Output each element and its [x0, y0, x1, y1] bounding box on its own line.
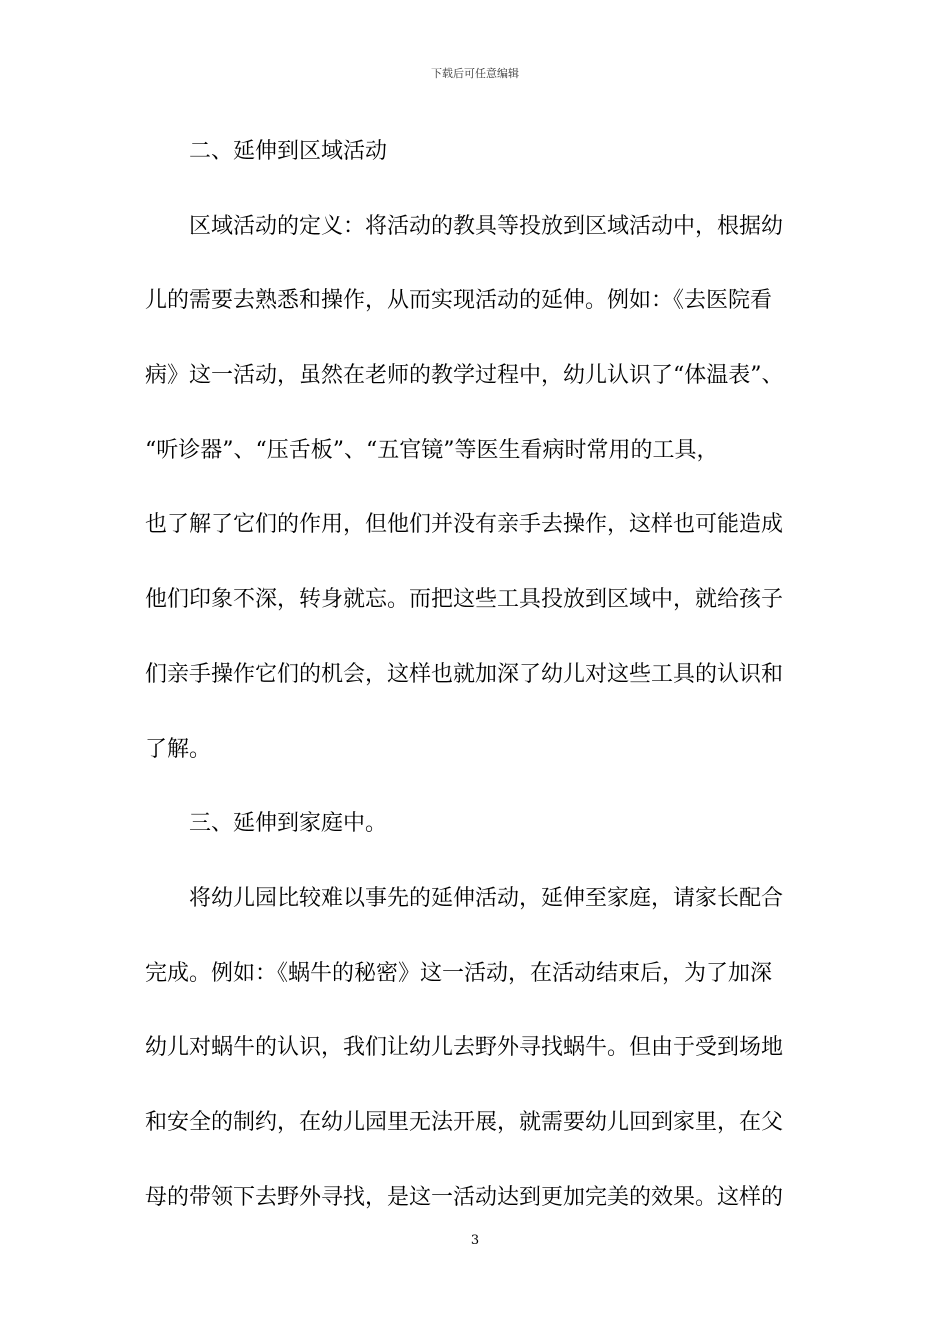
document-body: [145, 130, 835, 1250]
page-header: 下载后可任意编辑: [431, 67, 519, 80]
paragraph-line: 了解。: [145, 736, 212, 762]
paragraph-line: 母的带领下去野外寻找，是这一活动达到更加完美的效果。这样的: [145, 1184, 784, 1210]
page-number: 3: [470, 1233, 480, 1248]
paragraph-line: 他们印象不深，转身就忘。而把这些工具投放到区域中，就给孩子: [145, 587, 784, 613]
section-heading-3: 三、延伸到家庭中。: [189, 811, 388, 837]
paragraph-line: 区域活动的定义：将活动的教具等投放到区域活动中，根据幼: [189, 213, 784, 239]
paragraph-line: 幼儿对蜗牛的认识，我们让幼儿去野外寻找蜗牛。但由于受到场地: [145, 1035, 784, 1061]
paragraph-line: 也了解了它们的作用，但他们并没有亲手去操作，这样也可能造成: [145, 512, 784, 538]
section-heading-2: 二、延伸到区域活动: [189, 139, 388, 164]
paragraph-line: 儿的需要去熟悉和操作，从而实现活动的延伸。例如：《去医院看: [145, 288, 773, 314]
paragraph-line: 们亲手操作它们的机会，这样也就加深了幼儿对这些工具的认识和: [145, 661, 784, 687]
paragraph-line: 和安全的制约，在幼儿园里无法开展，就需要幼儿回到家里，在父: [145, 1109, 784, 1135]
paragraph-line: “听诊器”、“压舌板”、“五官镜”等医生看病时常用的工具，: [145, 437, 719, 463]
paragraph-line: 完成。例如：《蜗牛的秘密》这一活动，在活动结束后，为了加深: [145, 960, 773, 986]
paragraph-line: 将幼儿园比较难以事先的延伸活动，延伸至家庭，请家长配合: [189, 885, 784, 911]
paragraph-line: 病》这一活动，虽然在老师的教学过程中，幼儿认识了“体温表”、: [145, 363, 784, 389]
